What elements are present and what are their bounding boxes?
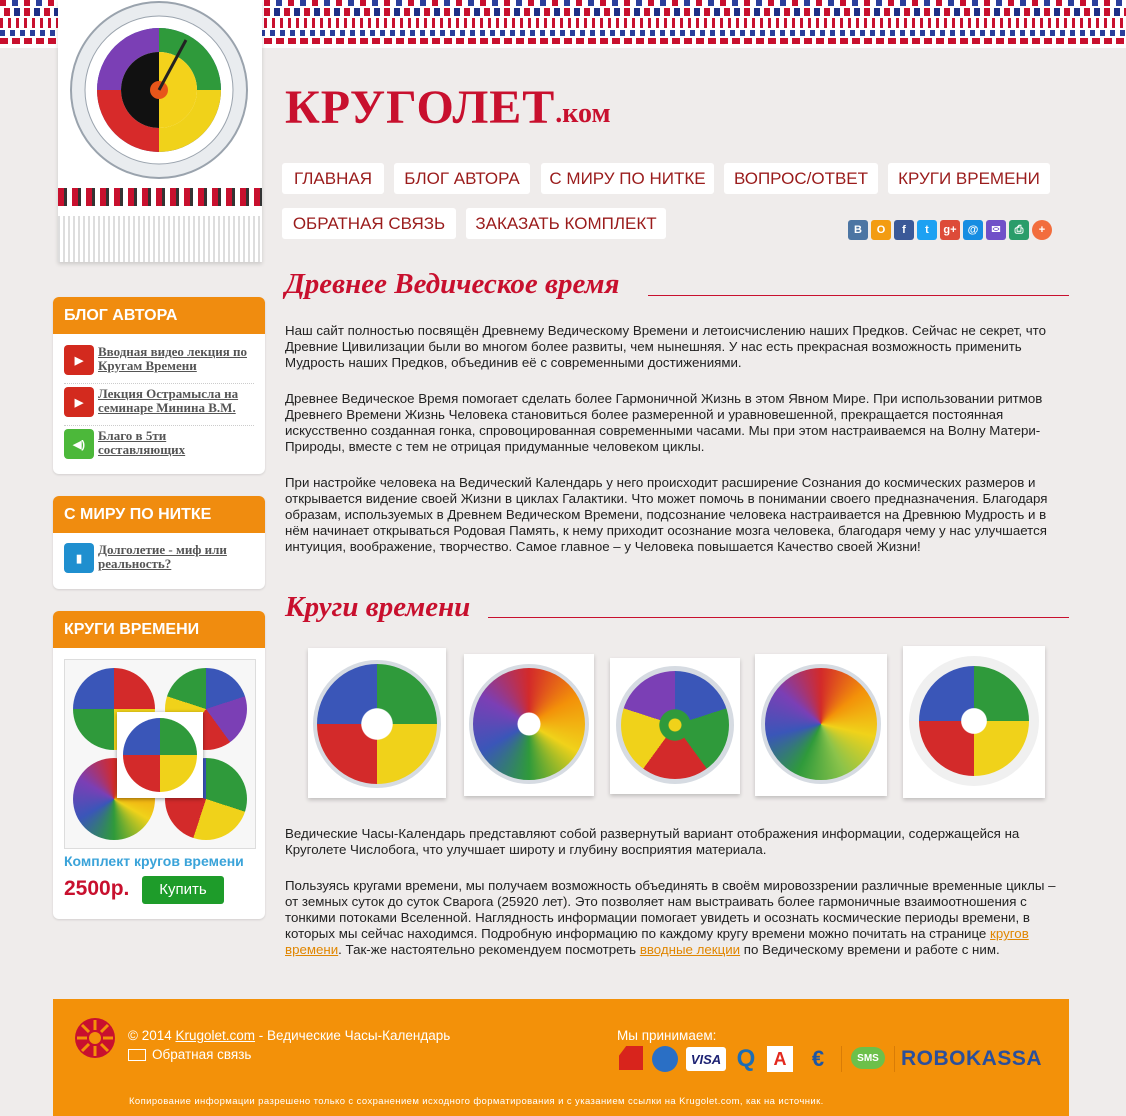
product-name[interactable]: Комплект кругов времени xyxy=(64,853,244,869)
odnoklassniki-icon[interactable]: О xyxy=(871,220,891,240)
sidebar-blog-title: БЛОГ АВТОРА xyxy=(53,297,265,334)
list-item[interactable] xyxy=(64,345,256,375)
webmoney-icon xyxy=(652,1046,678,1072)
wheel-thumb xyxy=(469,664,589,784)
sidebar-blog xyxy=(53,297,265,474)
circle-box-image[interactable] xyxy=(610,658,740,794)
sidebar-circles xyxy=(53,611,265,919)
lectures-link[interactable]: вводные лекции xyxy=(639,942,741,957)
circle-box-image[interactable] xyxy=(903,646,1045,798)
more-icon[interactable]: + xyxy=(1032,220,1052,240)
wheel-thumb xyxy=(313,660,441,788)
nav-item-order[interactable]: ЗАКАЗАТЬ КОМПЛЕКТ xyxy=(466,208,666,239)
yandex-money-icon xyxy=(619,1046,643,1070)
divider xyxy=(841,1046,842,1072)
logo-tld: .ком xyxy=(555,98,611,129)
nav-item-faq[interactable]: ВОПРОС/ОТВЕТ xyxy=(724,163,878,194)
book-icon: ▮ xyxy=(64,543,94,573)
heading-rule xyxy=(648,295,1069,296)
bank-icon: € xyxy=(811,1046,825,1071)
blog-link[interactable]: Вводная видео лекция по Кругам Времени xyxy=(98,344,247,373)
twitter-icon[interactable]: t xyxy=(917,220,937,240)
list-item[interactable] xyxy=(64,543,256,573)
copyright-prefix: © 2014 xyxy=(128,1028,176,1043)
visa-icon: VISA xyxy=(686,1047,726,1071)
list-item[interactable] xyxy=(64,387,256,417)
header-towel-image xyxy=(58,0,262,262)
kolovrat-logo-icon xyxy=(73,1016,117,1060)
youtube-icon: ▶ xyxy=(64,345,94,375)
blog-link[interactable]: Благо в 5ти составляющих xyxy=(98,428,186,457)
paragraph: Наш сайт полностью посвящён Древнему Ведическому Времени и летоисчислению наших Предков. Сейчас не секрет, что Древние Цивилизации были во многом более развиты, чем нынешняя. У нас есть прекрасная возможность применить Мудрость наших Предков, объединив её с современными достижениями. xyxy=(285,323,1046,370)
product-price: 2500р. xyxy=(64,877,130,900)
nav-item-circles[interactable]: КРУГИ ВРЕМЕНИ xyxy=(888,163,1050,194)
towel-fringe xyxy=(58,216,262,262)
circles-gallery xyxy=(300,646,1050,824)
circle-box-image[interactable] xyxy=(755,654,887,796)
sidebar-thread xyxy=(53,496,265,589)
print-icon[interactable]: ⎙ xyxy=(1009,220,1029,240)
wheel-thumb xyxy=(761,664,881,784)
text-segment: по Ведическому времени и работе с ним. xyxy=(740,942,1000,957)
audio-icon: ◀) xyxy=(64,429,94,459)
krugolet-wheel-image xyxy=(58,0,262,200)
paragraph xyxy=(285,878,1069,958)
nav-item-feedback[interactable]: ОБРАТНАЯ СВЯЗЬ xyxy=(282,208,456,239)
sidebar-circles-title: КРУГИ ВРЕМЕНИ xyxy=(53,611,265,648)
paragraph: При настройке человека на Ведический Календарь у него происходит расширение Сознания до космических размеров и открывается видение своей Жизни в циклах Галактики. Что может помочь в понимании своего предназначения. Благодаря образам, используемых в Древнем Ведическом Времени, подсознание человека настраивается на Древнюю Мудрость и в нём начинает открываться Родовая Память, к нему приходит осознание мозга человека, благодаря чему у нас улучшается интуиция, воображение, творчество. Самое главное – у Человека повышается Качество своей Жизни! xyxy=(285,475,1048,554)
site-logo[interactable] xyxy=(285,81,611,134)
facebook-icon[interactable]: f xyxy=(894,220,914,240)
nav-item-home[interactable]: ГЛАВНАЯ xyxy=(282,163,384,194)
share-bar xyxy=(848,220,1052,240)
towel-ornament xyxy=(58,188,262,206)
text-segment: . Так-же настоятельно рекомендуем посмотреть xyxy=(338,942,640,957)
heading-rule xyxy=(488,617,1069,618)
divider xyxy=(64,383,254,384)
circle-box-image[interactable] xyxy=(464,654,594,796)
sidebar-thread-title: С МИРУ ПО НИТКЕ xyxy=(53,496,265,533)
copy-notice: Копирование информации разрешено только с сохранением исходного форматирования и с указанием ссылки на Krugolet.com, как на источник. xyxy=(129,1096,824,1107)
qiwi-icon: Q xyxy=(736,1045,756,1072)
we-accept-label: Мы принимаем: xyxy=(617,1028,717,1043)
nav-item-blog[interactable]: БЛОГ АВТОРА xyxy=(394,163,530,194)
paragraph: Древнее Ведическое Время помогает сделать более Гармоничной Жизнь в этом Явном Мире. При использовании ритмов Древнего Времени Жизнь Человека становиться более размеренной и уравновешенной, прекращается постоянная искусственно созданная гонка, спровоцированная современными часами. Мы при этом настраиваемся на Волну Матери-Природы, вместе с тем не отрицая придуманные человеком циклы. xyxy=(285,391,1043,454)
copyright xyxy=(128,1028,450,1043)
youtube-icon: ▶ xyxy=(64,387,94,417)
list-item[interactable] xyxy=(64,429,256,459)
nav-item-thread[interactable]: С МИРУ ПО НИТКЕ xyxy=(541,163,714,194)
divider xyxy=(64,425,254,426)
product-image[interactable] xyxy=(64,659,256,849)
circles-link[interactable]: кругов времени xyxy=(285,926,1029,957)
wheel-thumb xyxy=(123,718,197,792)
robokassa-logo: ROBOKASSA xyxy=(901,1047,1043,1070)
footer xyxy=(53,999,1069,1116)
logo-text: КРУГОЛЕТ xyxy=(285,81,556,134)
text-segment: Пользуясь кругами времени, мы получаем возможность объединять в своём мировоззрении различные временные циклы – от земных суток до суток Сварога (25920 лет). Это позволяет нам выстраивать более гармоничные взаимоотношения с тонкими потоками Вселенной. Наглядность информации помогает увидеть и осознать космические периоды времени, в которых мы сейчас находимся. Подробную информацию по каждому кругу времени можно почитать на странице xyxy=(285,878,1056,941)
envelope-icon xyxy=(128,1049,146,1061)
vkontakte-icon[interactable]: В xyxy=(848,220,868,240)
alfabank-icon: A xyxy=(767,1046,793,1072)
feedback-label: Обратная связь xyxy=(152,1047,252,1062)
thread-link[interactable]: Долголетие - миф или реальность? xyxy=(98,542,227,571)
circle-box-image[interactable] xyxy=(308,648,446,798)
googleplus-icon[interactable]: g+ xyxy=(940,220,960,240)
copyright-suffix: - Ведические Часы-Календарь xyxy=(255,1028,451,1043)
blog-link[interactable]: Лекция Острамысла на семинаре Минина В.М. xyxy=(98,386,239,415)
sms-icon: SMS xyxy=(851,1047,885,1069)
site-link[interactable]: Krugolet.com xyxy=(175,1028,256,1043)
paragraph: Ведические Часы-Календарь представляют собой развернутый вариант отображения информации, содержащейся на Круголете Числобога, что улучшает широту и глубину восприятия материала. xyxy=(285,826,1020,857)
mailru-icon[interactable]: @ xyxy=(963,220,983,240)
email-icon[interactable]: ✉ xyxy=(986,220,1006,240)
feedback-link[interactable] xyxy=(128,1047,251,1062)
buy-button[interactable]: Купить xyxy=(142,876,224,904)
product-front-box xyxy=(117,712,203,798)
wheel-thumb xyxy=(909,656,1039,786)
section-title: Круги времени xyxy=(285,591,471,623)
page-title: Древнее Ведическое время xyxy=(285,268,620,300)
wheel-thumb xyxy=(616,666,734,784)
divider xyxy=(894,1046,895,1072)
